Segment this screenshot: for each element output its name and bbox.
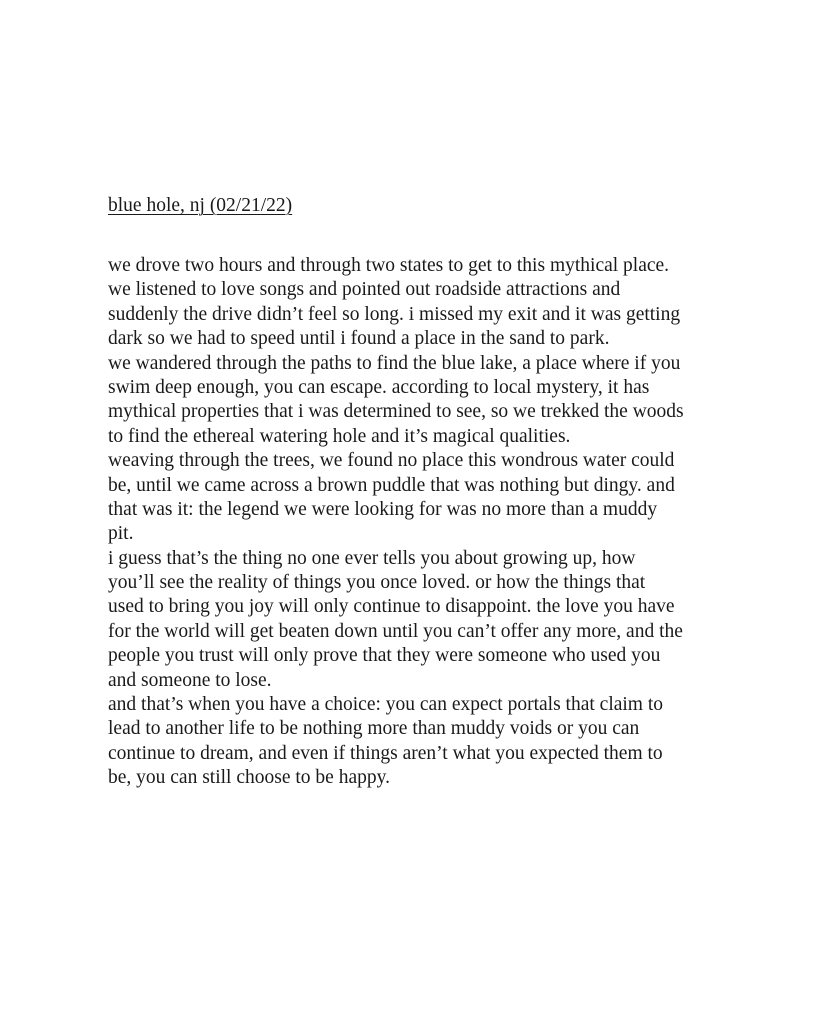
body-line: and that’s when you have a choice: you can expect portals that claim to	[108, 694, 664, 716]
body-line: and someone to lose.	[108, 669, 272, 691]
body-line: we wandered through the paths to find the blue lake, a place where if you	[108, 352, 681, 374]
body-line: suddenly the drive didn’t feel so long. i missed my exit and it was getting	[108, 303, 681, 325]
body-line: i guess that’s the thing no one ever tells you about growing up, how	[108, 547, 636, 569]
body-line: weaving through the trees, we found no place this wondrous water could	[108, 450, 675, 472]
body-line: used to bring you joy will only continue to disappoint. the love you have	[108, 596, 675, 618]
body-line: we listened to love songs and pointed out roadside attractions and	[108, 279, 621, 301]
body-line: continue to dream, and even if things aren’t what you expected them to	[108, 742, 663, 764]
body-line: you’ll see the reality of things you once loved. or how the things that	[108, 572, 646, 594]
body-line: pit.	[108, 523, 134, 545]
body-line: to find the ethereal watering hole and it’s magical qualities.	[108, 425, 571, 447]
document-title: blue hole, nj (02/21/22)	[108, 195, 293, 216]
body-line: we drove two hours and through two states to get to this mythical place.	[108, 255, 670, 276]
body-line: for the world will get beaten down until you can’t offer any more, and the	[108, 620, 683, 642]
body-line: lead to another life to be nothing more than muddy voids or you can	[108, 718, 640, 740]
body-line: swim deep enough, you can escape. according to local mystery, it has	[108, 376, 650, 398]
body-line: dark so we had to speed until i found a place in the sand to park.	[108, 328, 610, 350]
body-line: be, until we came across a brown puddle that was nothing but dingy. and	[108, 474, 675, 496]
document-body	[108, 254, 768, 791]
body-line: be, you can still choose to be happy.	[108, 767, 390, 789]
body-line: people you trust will only prove that they were someone who used you	[108, 645, 661, 667]
body-line: that was it: the legend we were looking for was no more than a muddy	[108, 498, 658, 520]
body-line: mythical properties that i was determined to see, so we trekked the woods	[108, 401, 684, 423]
